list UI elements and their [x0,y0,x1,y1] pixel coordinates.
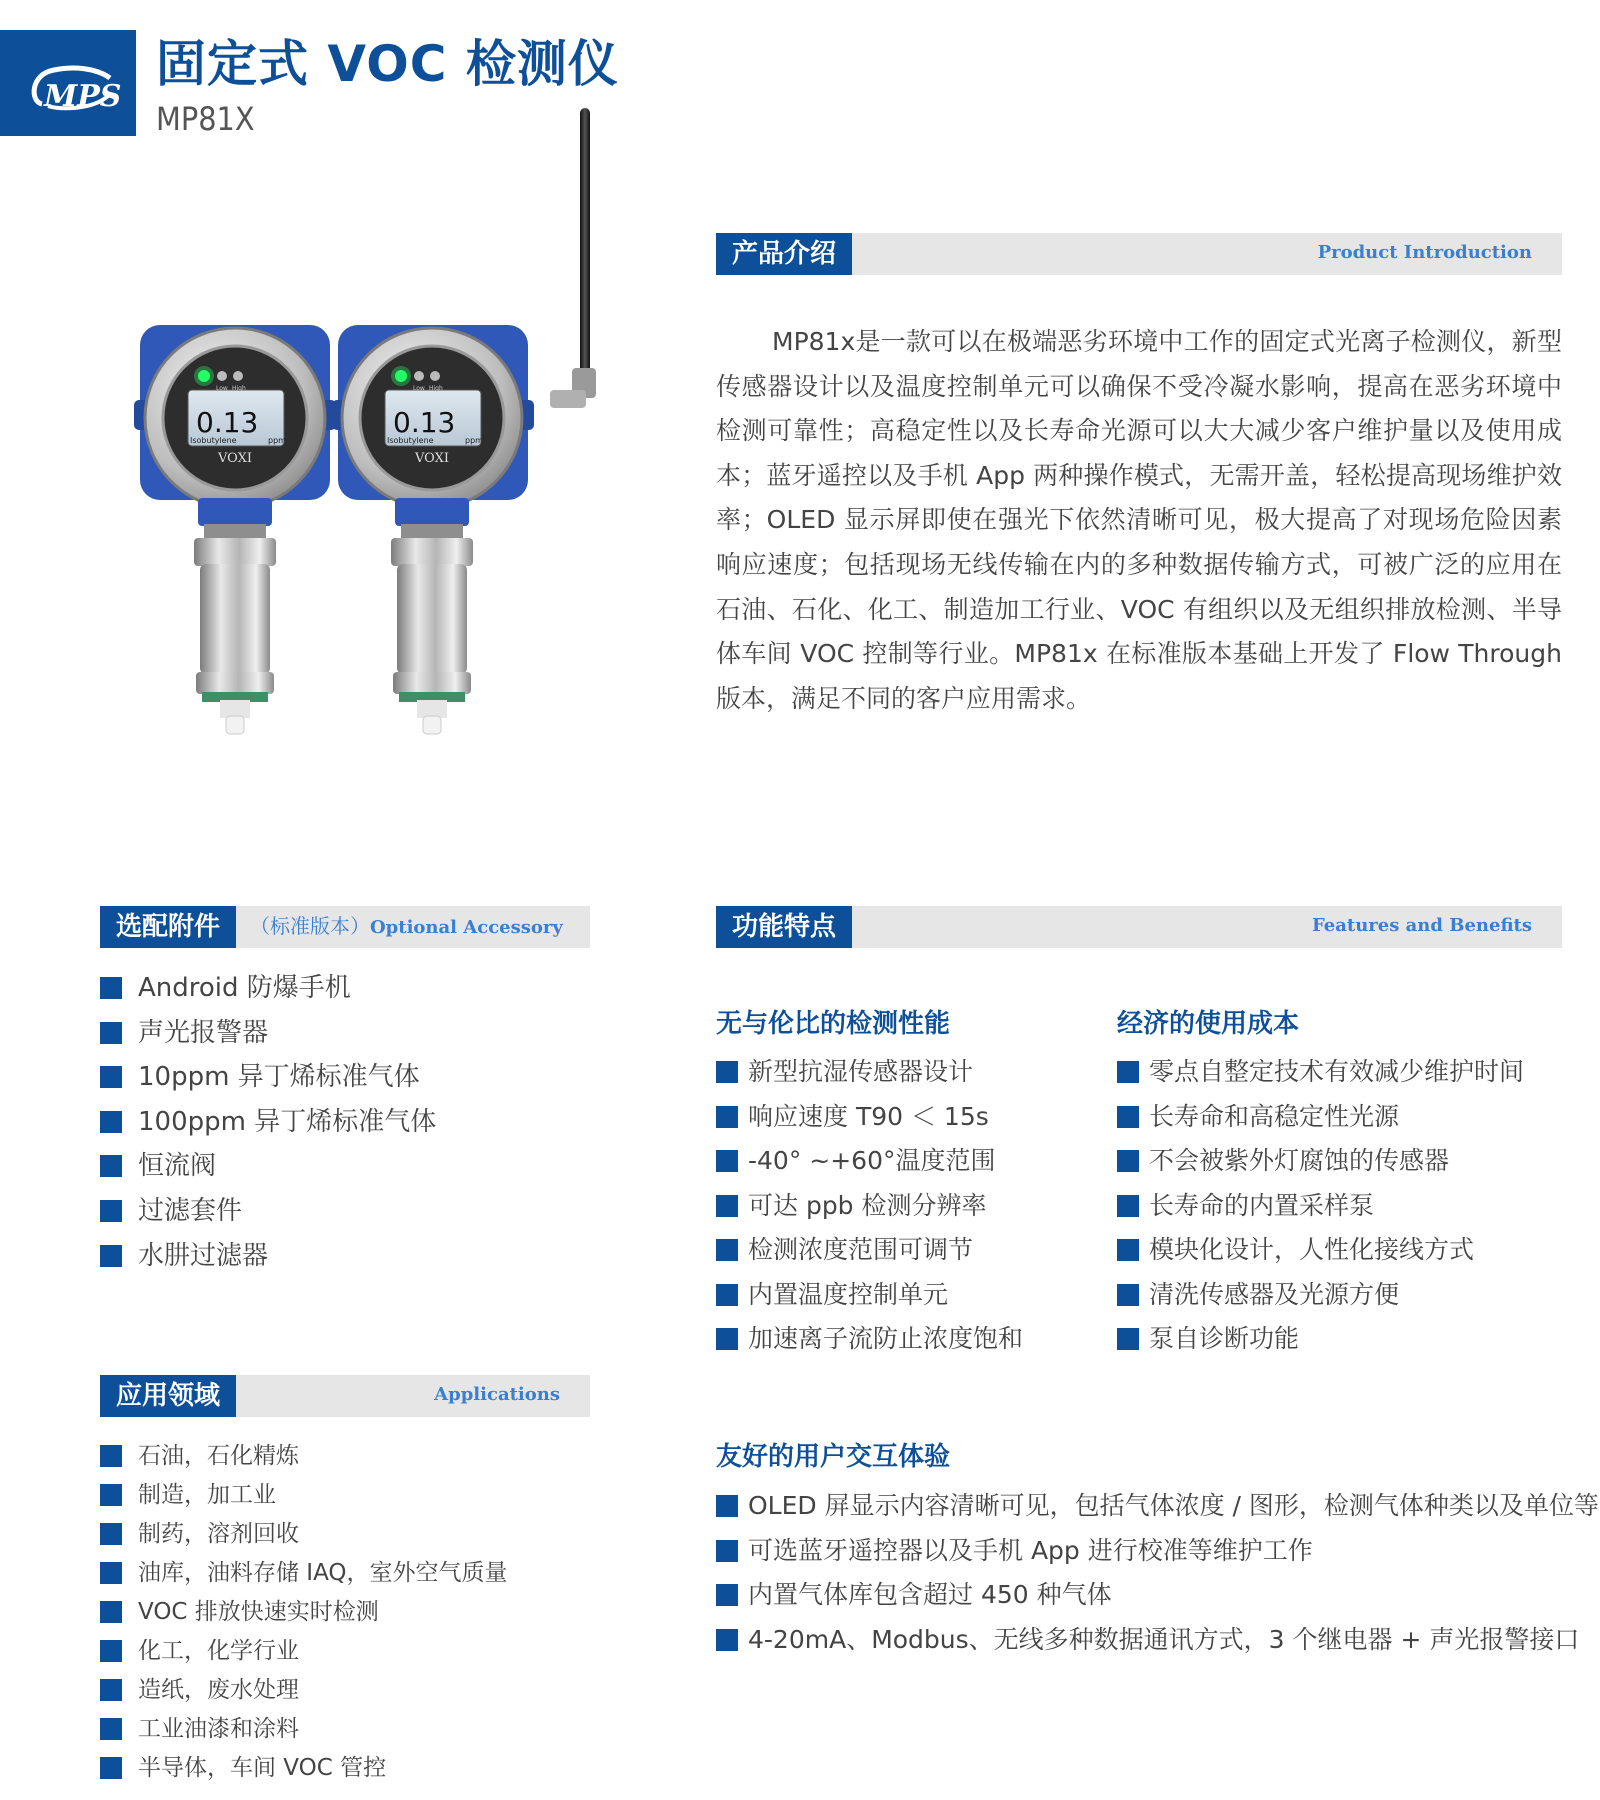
detector-right [332,325,534,734]
accessory-item [100,1055,436,1100]
ux-item-text: OLED 屏显示内容清晰可见，包括气体浓度 / 图形，检测气体种类以及单位等 [748,1491,1599,1520]
economy-item-text: 泵自诊断功能 [1149,1324,1300,1353]
application-item-text: 制造，加工业 [138,1482,276,1508]
logo-icon [0,30,136,136]
accessory-item-text: 水肼过滤器 [138,1240,269,1271]
bullet-square-icon [1117,1106,1139,1128]
performance-item-text: 可达 ppb 检测分辨率 [748,1190,987,1220]
bullet-square-icon [100,1155,122,1177]
economy-item-text: 零点自整定技术有效减少维护时间 [1149,1057,1525,1086]
application-item [100,1437,508,1476]
performance-list [716,1050,1023,1362]
application-item [100,1554,508,1593]
bullet-square-icon [716,1540,738,1562]
brand-logo [0,30,136,136]
bullet-square-icon [1117,1195,1139,1217]
ux-item [716,1573,1562,1618]
bullet-square-icon [100,1601,122,1623]
device-gas-label: Isobutylene [190,436,237,445]
intro-header [716,233,1562,275]
application-item [100,1749,508,1788]
bullet-square-icon [100,1640,122,1662]
device-unit-label: ppm [465,436,483,445]
accessory-item [100,1234,436,1279]
performance-item-text: 内置温度控制单元 [748,1279,949,1309]
accessory-item-text: 恒流阀 [138,1151,217,1182]
economy-item-text: 长寿命的内置采样泵 [1149,1190,1375,1220]
application-item [100,1515,508,1554]
led-label-high: High [429,385,443,392]
economy-item [1117,1273,1524,1318]
accessory-item [100,966,436,1011]
features-label: 功能特点 [716,906,852,948]
intro-label: 产品介绍 [716,233,852,275]
application-item-text: 制药，溶剂回收 [138,1521,299,1547]
accessory-item [100,1100,436,1145]
economy-item [1117,1139,1524,1184]
application-item [100,1632,508,1671]
economy-item [1117,1095,1524,1140]
device-reading: 0.13 [196,406,259,439]
detector-left [134,325,336,734]
performance-item [716,1228,1023,1273]
application-item-text: 油库，油料存储 IAQ，室外空气质量 [138,1560,508,1586]
performance-item-text: 响应速度 T90 ＜ 15s [748,1101,989,1131]
bullet-square-icon [1117,1150,1139,1172]
intro-text: MP81x是一款可以在极端恶劣环境中工作的固定式光离子检测仪，新型传感器设计以及温度控制单元可以确保不受冷凝水影响，提高在恶劣环境中检测可靠性；高稳定性以及长寿命光源可以大大减少客户维护量以及使用成本；蓝牙遥控以及手机 App 两种操作模式，无需开盖，轻松提高现场维护效率；OLED 显示屏即使在强光下依然清晰可见，极大提高了对现场危险因素响应速度；包括现场无线传输在内的多种数据传输方式，可被广泛的应用在石油、石化、化工、制造加工行业、VOC 有组织以及无组织排放检测、半导体车间 VOC 控制等行业。MP81x 在标准版本基础上开发了 Flow Through 版本，满足不同的客户应用需求。 [716,327,1562,713]
accessories-label: 选配附件 [100,906,236,948]
performance-item-text: 加速离子流防止浓度饱和 [748,1324,1024,1353]
performance-item [716,1050,1023,1095]
bullet-square-icon [100,1245,122,1267]
accessories-header [100,906,590,948]
performance-item [716,1273,1023,1318]
device-reading: 0.13 [393,406,456,439]
ux-item-text: 内置气体库包含超过 450 种气体 [748,1580,1112,1609]
bullet-square-icon [100,1484,122,1506]
application-item [100,1476,508,1515]
ux-list [716,1484,1599,1662]
applications-header [100,1375,590,1417]
bullet-square-icon [100,1718,122,1740]
bullet-square-icon [716,1195,738,1217]
applications-list [100,1437,508,1788]
bullet-square-icon [716,1495,738,1517]
bullet-square-icon [100,1200,122,1222]
antenna [580,108,590,378]
accessory-item [100,1144,436,1189]
economy-item [1117,1184,1524,1229]
application-item-text: 半导体，车间 VOC 管控 [138,1755,387,1781]
device-gas-label: Isobutylene [387,436,434,445]
accessories-list [100,966,436,1278]
bullet-square-icon [716,1629,738,1651]
performance-item [716,1139,1023,1184]
logo-text: MPS [44,79,122,114]
bullet-square-icon [100,1679,122,1701]
led-label-high: High [232,385,246,392]
bullet-square-icon [1117,1284,1139,1306]
led-label-low: Low [413,385,425,392]
bullet-square-icon [100,1111,122,1133]
economy-item-text: 不会被紫外灯腐蚀的传感器 [1149,1146,1450,1175]
intro-label-en: Product Introduction [1317,242,1532,263]
device-brand: VOXI [218,451,252,466]
economy-item-text: 模块化设计，人性化接线方式 [1149,1235,1475,1264]
application-item-text: 石油，石化精炼 [138,1443,299,1469]
ux-item-text: 可选蓝牙遥控器以及手机 App 进行校准等维护工作 [748,1535,1313,1565]
bullet-square-icon [1117,1328,1139,1350]
device-brand: VOXI [415,451,449,466]
applications-label: 应用领域 [100,1375,236,1417]
bullet-square-icon [100,1523,122,1545]
led-label-low: Low [216,385,228,392]
performance-item-text: 检测浓度范围可调节 [748,1235,974,1264]
bullet-square-icon [716,1328,738,1350]
performance-item [716,1184,1023,1229]
page-title: 固定式 VOC 检测仪 [156,35,619,93]
accessory-item-text: 10ppm 异丁烯标准气体 [138,1062,420,1093]
application-item-text: VOC 排放快速实时检测 [138,1599,379,1625]
accessory-item [100,1011,436,1056]
accessory-item-text: 100ppm 异丁烯标准气体 [138,1106,437,1137]
applications-label-en: Applications [434,1384,560,1405]
accessory-item-text: 过滤套件 [138,1195,243,1226]
accessories-label-en-text: Optional Accessory [370,917,563,938]
performance-item [716,1317,1023,1362]
bullet-square-icon [1117,1239,1139,1261]
accessory-item [100,1189,436,1234]
bullet-square-icon [100,1445,122,1467]
performance-item-text: 新型抗湿传感器设计 [748,1057,974,1086]
economy-list [1117,1050,1524,1362]
application-item-text: 造纸，废水处理 [138,1677,299,1703]
bullet-square-icon [100,1562,122,1584]
bullet-square-icon [716,1239,738,1261]
economy-item [1117,1317,1524,1362]
economy-item-text: 清洗传感器及光源方便 [1149,1279,1400,1309]
ux-item [716,1618,1580,1663]
performance-item-text: -40° ~+60°温度范围 [748,1146,996,1175]
economy-item [1117,1050,1524,1095]
application-item [100,1710,508,1749]
device-unit-label: ppm [268,436,286,445]
features-label-en: Features and Benefits [1312,915,1532,936]
features-header [716,906,1562,948]
bullet-square-icon [716,1061,738,1083]
bullet-square-icon [1117,1061,1139,1083]
accessory-item-text: 声光报警器 [138,1017,269,1048]
ux-title: 友好的用户交互体验 [716,1442,951,1472]
bullet-square-icon [100,1022,122,1044]
bullet-square-icon [716,1284,738,1306]
bullet-square-icon [716,1150,738,1172]
performance-item [716,1095,1023,1140]
performance-title: 无与伦比的检测性能 [716,1009,951,1039]
economy-item-text: 长寿命和高稳定性光源 [1149,1101,1400,1131]
accessory-item-text: Android 防爆手机 [138,973,351,1003]
bullet-square-icon [100,977,122,999]
economy-title: 经济的使用成本 [1117,1009,1300,1039]
ux-item-text: 4-20mA、Modbus、无线多种数据通讯方式，3 个继电器 + 声光报警接口 [748,1624,1580,1654]
bullet-square-icon [716,1584,738,1606]
bullet-square-icon [716,1106,738,1128]
bullet-square-icon [100,1757,122,1779]
ux-item [716,1484,1599,1529]
application-item [100,1671,508,1710]
accessories-label-en [250,906,563,948]
application-item-text: 化工，化学行业 [138,1638,299,1664]
model-number: MP81X [156,100,255,138]
bullet-square-icon [100,1066,122,1088]
application-item [100,1593,508,1632]
accessories-standard-note: （标准版本） [250,914,370,938]
economy-item [1117,1228,1524,1273]
product-image [120,100,620,740]
application-item-text: 工业油漆和涂料 [138,1716,299,1742]
ux-item [716,1529,1562,1574]
